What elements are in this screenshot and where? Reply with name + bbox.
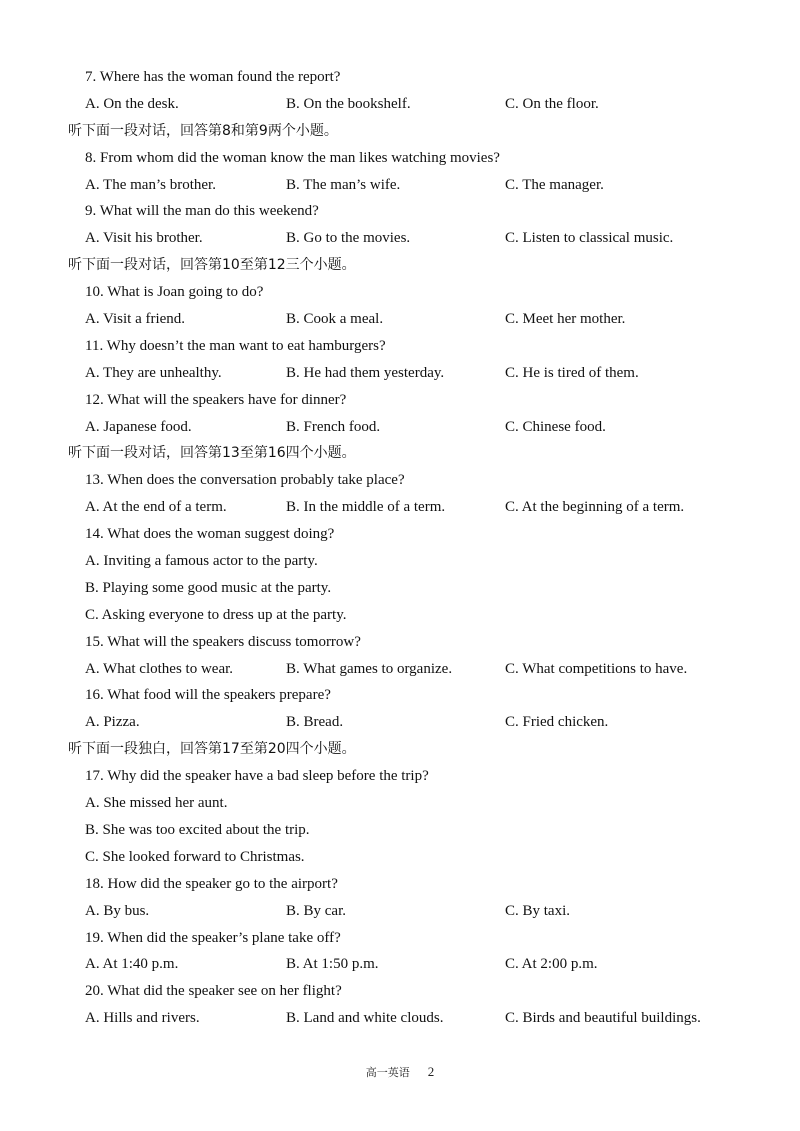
section-instruction: 听下面一段对话，回答第8和第9两个小题。 [68,122,338,139]
question-text: 18. How did the speaker go to the airport? [85,875,338,892]
option-c: C. He is tired of them. [505,364,639,381]
page-number: 2 [427,1064,435,1079]
options-row [68,91,748,118]
option-b: B. Cook a meal. [286,311,384,328]
question-text: 13. When does the conversation probably take place? [85,472,405,489]
option-c: C. Listen to classical music. [505,230,674,247]
section-instruction: 听下面一段对话，回答第10至第12三个小题。 [68,257,356,274]
option-c: C. Chinese food. [505,418,606,435]
option-a: A. Pizza. [85,714,140,731]
option-a: A. Japanese food. [85,418,192,435]
option-b: B. By car. [286,902,346,919]
answer-option: C. Asking everyone to dress up at the party. [85,606,347,623]
option-c: C. At 2:00 p.m. [505,956,598,973]
question-text: 12. What will the speakers have for dinner? [85,391,347,408]
option-b: B. On the bookshelf. [286,95,411,112]
options-row [68,172,748,199]
answer-option: B. Playing some good music at the party. [85,579,332,596]
exam-content [68,64,748,1032]
question-text: 8. From whom did the woman know the man likes watching movies? [85,149,500,166]
question-text: 19. When did the speaker’s plane take off? [85,929,341,946]
option-a: A. What clothes to wear. [85,660,234,677]
question-text: 7. Where has the woman found the report? [85,69,341,85]
option-a: A. Visit his brother. [85,230,203,247]
option-b: B. Go to the movies. [286,230,411,247]
option-c: C. At the beginning of a term. [505,499,685,516]
option-b: B. Land and white clouds. [286,1010,444,1027]
option-c: C. By taxi. [505,902,571,919]
option-c: C. The manager. [505,176,604,193]
option-c: C. Fried chicken. [505,714,609,731]
section-instruction: 听下面一段独白，回答第17至第20四个小题。 [68,741,356,758]
options-row [68,414,748,441]
option-b: B. French food. [286,418,381,435]
question-text: 16. What food will the speakers prepare? [85,687,331,704]
option-a: A. Hills and rivers. [85,1010,200,1027]
options-row [68,951,748,978]
answer-option: B. She was too excited about the trip. [85,821,310,838]
question-text: 10. What is Joan going to do? [85,284,264,301]
question-text: 11. Why doesn’t the man want to eat hamburgers? [85,337,386,354]
options-row [68,656,748,683]
answer-option: A. Inviting a famous actor to the party. [85,553,318,570]
option-b: B. Bread. [286,714,344,731]
options-row [68,1005,748,1032]
option-b: B. The man’s wife. [286,176,401,193]
footer-subject: 高一英语 [365,1066,410,1079]
page-footer [0,1064,800,1080]
answer-option: C. She looked forward to Christmas. [85,848,305,865]
option-a: A. The man’s brother. [85,176,216,193]
option-a: A. They are unhealthy. [85,364,222,381]
option-a: A. On the desk. [85,95,179,112]
option-b: B. He had them yesterday. [286,364,445,381]
option-c: C. Meet her mother. [505,311,626,328]
options-row [68,225,748,252]
option-a: A. At 1:40 p.m. [85,956,179,973]
question-text: 14. What does the woman suggest doing? [85,526,335,543]
options-row [68,494,748,521]
option-a: A. At the end of a term. [85,499,227,516]
option-a: A. By bus. [85,902,150,919]
question-text: 9. What will the man do this weekend? [85,203,319,220]
question-text: 15. What will the speakers discuss tomorrow? [85,633,361,650]
option-b: B. What games to organize. [286,660,453,677]
options-row [68,898,748,925]
question-text: 20. What did the speaker see on her flight? [85,983,342,1000]
option-c: C. On the floor. [505,95,599,112]
option-b: B. In the middle of a term. [286,499,446,516]
answer-option: A. She missed her aunt. [85,795,228,812]
option-c: C. Birds and beautiful buildings. [505,1010,701,1027]
options-row [68,709,748,736]
option-c: C. What competitions to have. [505,660,688,677]
section-instruction: 听下面一段对话，回答第13至第16四个小题。 [68,445,356,462]
options-row [68,360,748,387]
question-text: 17. Why did the speaker have a bad sleep before the trip? [85,768,429,785]
option-a: A. Visit a friend. [85,311,186,328]
options-row [68,306,748,333]
option-b: B. At 1:50 p.m. [286,956,379,973]
